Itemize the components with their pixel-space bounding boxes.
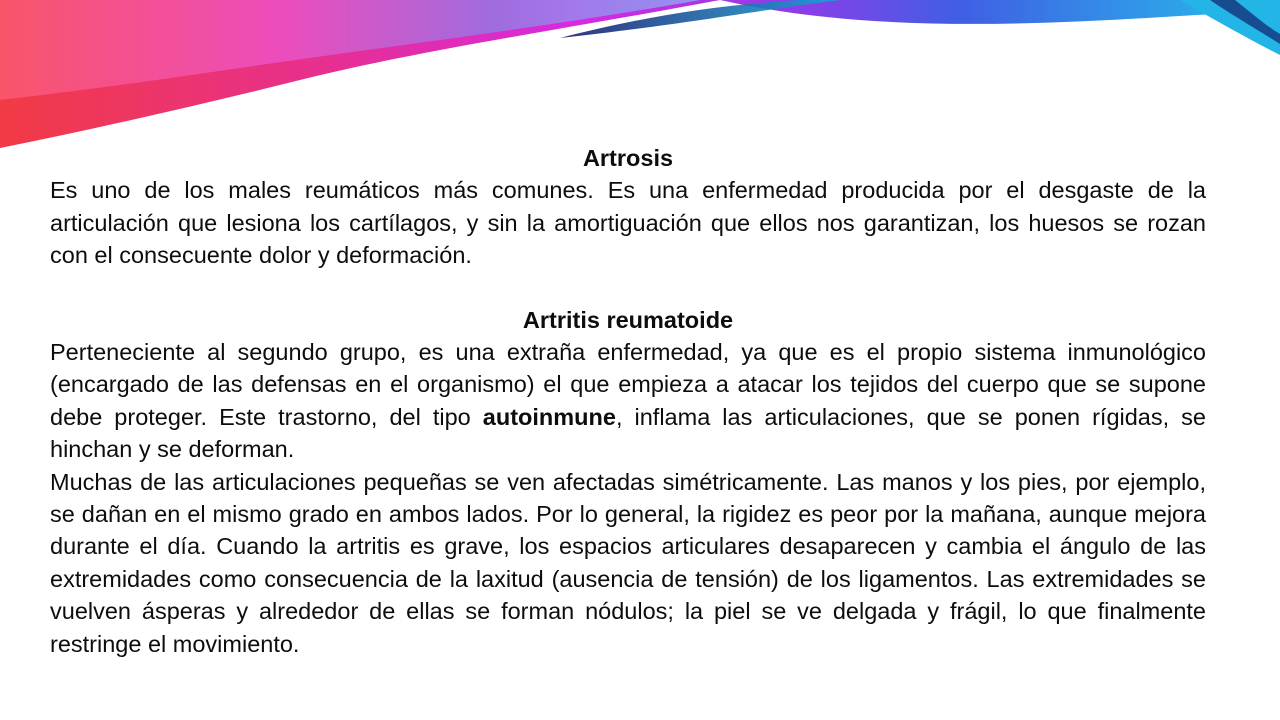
heading-artritis-reumatoide: Artritis reumatoide bbox=[522, 306, 734, 333]
heading-artrosis: Artrosis bbox=[582, 145, 674, 171]
slide-content bbox=[50, 142, 1206, 660]
decorative-swoosh-banner bbox=[0, 0, 1280, 160]
bold-term-autoinmune: autoinmune bbox=[482, 403, 616, 430]
spacer bbox=[50, 272, 1206, 304]
paragraph-artritis-2: Muchas de las articulaciones pequeñas se ven afectadas simétricamente. Las manos y los pies, por ejemplo, se dañan en el mismo grado en ambos lados. Por lo general, la rigidez es peor por la mañana, aunque mejora durante el día. Cuando la artritis es grave, los espacios articulares desaparecen y cambia el ángulo de las extremidades como consecuencia de la laxitud (ausencia de tensión) de los ligamentos. Las extremidades se vuelven ásperas y alrededor de ellas se forman nódulos; la piel se ve delgada y frágil, lo que finalmente restringe el movimiento. bbox=[50, 468, 1206, 657]
paragraph-artritis-1 bbox=[50, 336, 1206, 466]
paragraph-text: Perteneciente al segundo grupo, es una extraña enfermedad, ya que es el propio sistema inmunológico (encargado de las defensas en el organismo) el que empieza a atacar los tejidos del cuerpo que se supone debe proteger. Este trastorno, del tipo bbox=[50, 339, 1206, 430]
swoosh-light-band bbox=[0, 0, 700, 100]
paragraph-artrosis: Es uno de los males reumáticos más comunes. Es una enfermedad producida por el desgaste de la articulación que lesiona los cartílagos, y sin la amortiguación que ellos nos garantizan, los huesos se rozan con el consecuente dolor y deformación. bbox=[50, 177, 1206, 269]
paragraph-text: , inflama las articulaciones, que se ponen rígidas, se hinchan y se deforman. bbox=[50, 403, 1207, 463]
